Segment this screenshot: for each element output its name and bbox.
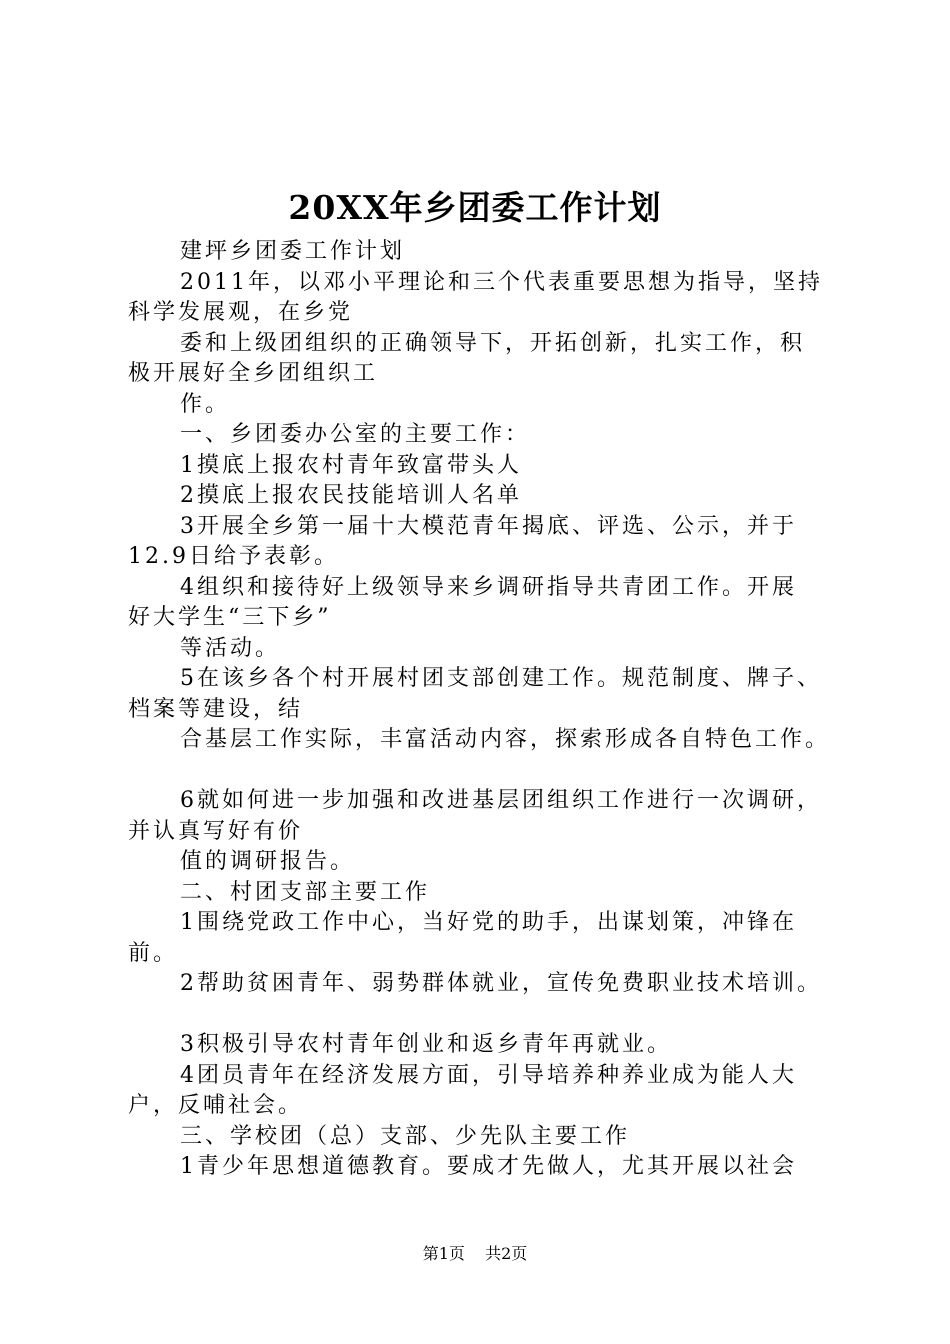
text-line: 一、乡团委办公室的主要工作： <box>180 422 531 447</box>
text-line: 委和上级团组织的正确领导下，开拓创新，扎实工作，积 <box>180 330 806 356</box>
text-line: 前。 <box>128 940 179 966</box>
text-line: 值的调研报告。 <box>180 849 356 874</box>
text-line: 5在该乡各个村开展村团支部创建工作。规范制度、牌子、 <box>180 666 822 691</box>
text-line: 户，反哺社会。 <box>128 1093 304 1118</box>
text-line: 1摸底上报农村青年致富带头人 <box>180 452 522 478</box>
text-line: 合基层工作实际，丰富活动内容，探索形成各自特色工作。 <box>180 727 831 752</box>
text-line: 作。 <box>180 391 231 417</box>
text-line: 档案等建设，结 <box>128 696 304 722</box>
text-line: 4团员青年在经济发展方面，引导培养种养业成为能人大 <box>180 1062 797 1088</box>
page-footer <box>0 1243 950 1265</box>
text-line <box>128 756 840 787</box>
page-number: 第1页 <box>422 1244 465 1263</box>
text-line: 3积极引导农村青年创业和返乡青年再就业。 <box>180 1032 672 1057</box>
text-line: 极开展好全乡团组织工 <box>128 361 379 386</box>
text-line: 科学发展观，在乡党 <box>128 300 354 325</box>
text-line: 三、学校团（总）支部、少先队主要工作 <box>180 1123 631 1149</box>
text-line: 2帮助贫困青年、弱势群体就业，宣传免费职业技术培训。 <box>180 971 822 996</box>
text-line: 好大学生“三下乡” <box>128 605 332 630</box>
document-title: 20XX年乡团委工作计划 <box>288 188 662 227</box>
text-line: 1围绕党政工作中心，当好党的助手，出谋划策，冲锋在 <box>180 910 797 935</box>
text-line: 2011年，以邓小平理论和三个代表重要思想为指导，坚持 <box>180 269 823 295</box>
text-line: 4组织和接待好上级领导来乡调研指导共青团工作。开展 <box>180 574 797 600</box>
text-line: 3开展全乡第一届十大模范青年揭底、评选、公示，并于 <box>180 513 797 539</box>
text-line: 1青少年思想道德教育。要成才先做人，尤其开展以社会 <box>180 1154 797 1179</box>
document-body <box>128 237 840 1183</box>
page-total: 共2页 <box>485 1244 528 1263</box>
text-line <box>128 1000 840 1031</box>
text-line: 建坪乡团委工作计划 <box>180 239 406 264</box>
text-line: 并认真写好有价 <box>128 818 304 844</box>
text-line: 2摸底上报农民技能培训人名单 <box>180 483 522 508</box>
text-line: 二、村团支部主要工作 <box>180 879 431 905</box>
text-line: 6就如何进一步加强和改进基层团组织工作进行一次调研， <box>180 788 822 813</box>
text-line: 等活动。 <box>180 635 281 661</box>
text-line: 12.9日给予表彰。 <box>128 544 339 569</box>
